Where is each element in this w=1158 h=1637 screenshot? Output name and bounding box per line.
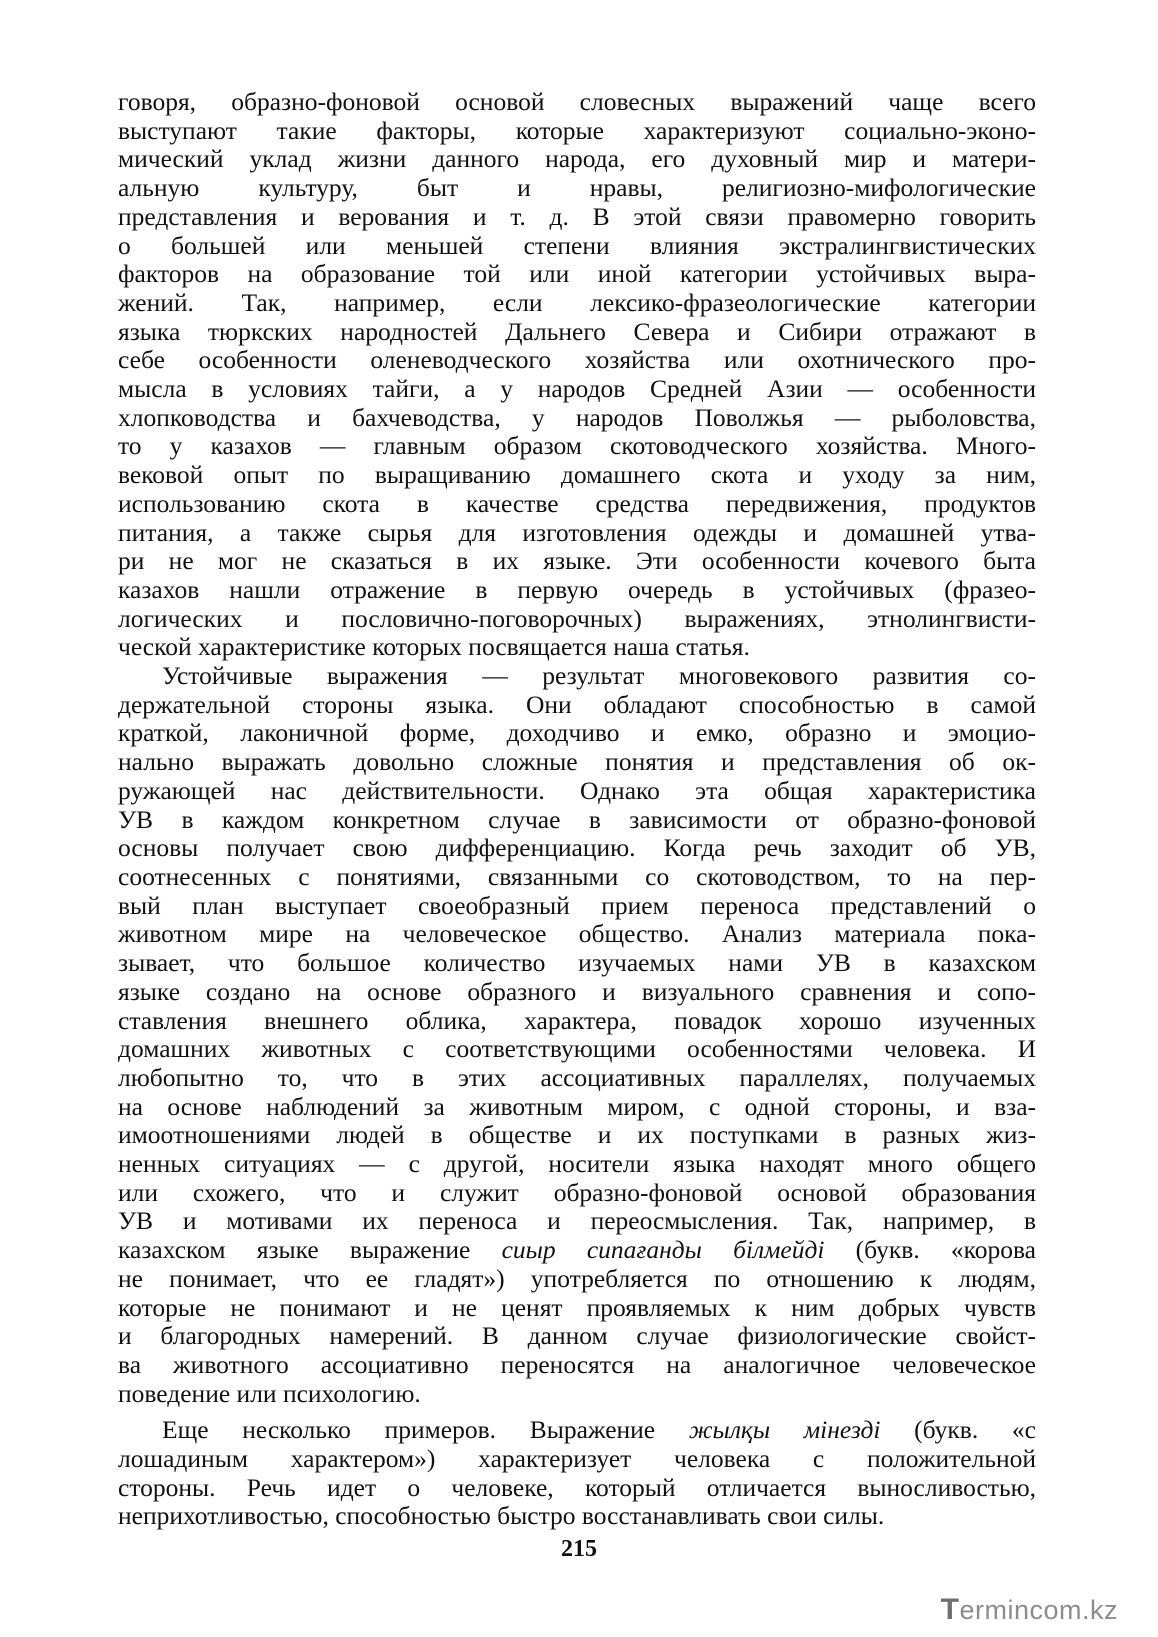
text-line: питания, а также сырья для изготовления одежды и домашней утва-	[118, 517, 1036, 547]
text-line: говоря, образно-фоновой основой словесных выражений чаще всего	[118, 87, 1036, 116]
text-line: Устойчивые выражения — результат многовекового развития со-	[162, 661, 1036, 691]
text-line: альную культуру, быт и нравы, религиозно-мифологические	[118, 173, 1036, 203]
text-line: и благородных намерений. В данном случае физиологические свойст-	[118, 1321, 1036, 1351]
text-line: выступают такие факторы, которые характеризуют социально-эконо-	[118, 115, 1036, 145]
watermark-logo-letter: T	[940, 1593, 960, 1626]
text-line: языка тюркских народностей Дальнего Севера и Сибири отражают в	[118, 316, 1036, 346]
text-line: ставления внешнего облика, характера, повадок хорошо изученных	[118, 1005, 1036, 1035]
italic-phrase: жылқы мінезді	[688, 1415, 881, 1445]
text-line: языке создано на основе образного и визуального сравнения и сопо-	[118, 976, 1036, 1006]
text-line: казахском языке выражение сиыр сипағанды білмейді (букв. «корова	[118, 1235, 1036, 1265]
text-line: то у казахов — главным образом скотоводческого хозяйства. Много-	[118, 431, 1036, 461]
text-line: не понимает, что ее гладят») употребляется по отношению к людям,	[118, 1263, 1036, 1293]
text-line: мический уклад жизни данного народа, его духовный мир и матери-	[118, 144, 1036, 174]
text-line: казахов нашли отражение в первую очередь в устойчивых (фразео-	[118, 574, 1036, 604]
text-line: неприхотливостью, способностью быстро восстанавливать свои силы.	[118, 1501, 885, 1531]
page-number: 215	[561, 1536, 597, 1562]
text-line: хлопководства и бахчеводства, у народов Поволжья — рыболовства,	[118, 402, 1036, 432]
text-line: любопытно то, что в этих ассоциативных параллелях, получаемых	[118, 1062, 1036, 1092]
text-line: ри не мог не сказаться в их языке. Эти особенности кочевого быта	[118, 546, 1036, 576]
text-line: УВ и мотивами их переноса и переосмысления. Так, например, в	[118, 1206, 1036, 1236]
text-line: лошадиным характером») характеризует человека с положительной	[118, 1444, 1036, 1474]
paragraph-3	[118, 1416, 1036, 1531]
text-line: мысла в условиях тайги, а у народов Средней Азии — особенности	[118, 374, 1036, 404]
text-line: домашних животных с соответствующими особенностями человека. И	[118, 1034, 1036, 1064]
text-line: ненных ситуациях — с другой, носители языка находят много общего	[118, 1149, 1036, 1179]
text-line: поведение или психологию.	[118, 1378, 421, 1408]
text-line: вый план выступает своеобразный прием переноса представлений о	[118, 890, 1036, 920]
text-line: ческой характеристике которых посвящается наша статья.	[118, 632, 750, 662]
text-line: краткой, лаконичной форме, доходчиво и емко, образно и эмоцио-	[118, 718, 1036, 748]
text-line: логических и пословично-поговорочных) выражениях, этнолингвисти-	[118, 603, 1036, 633]
text-line: представления и верования и т. д. В этой связи правомерно говорить	[118, 201, 1036, 231]
text-line: о большей или меньшей степени влияния экстралингвистических	[118, 230, 1036, 260]
text-line: основы получает свою дифференциацию. Когда речь заходит об УВ,	[118, 833, 1036, 863]
text-line: животном мире на человеческое общество. Анализ материала пока-	[118, 919, 1036, 949]
text-line: ружающей нас действительности. Однако эта общая характеристика	[118, 775, 1036, 805]
text-line: нально выражать довольно сложные понятия и представления об ок-	[118, 747, 1036, 777]
text-line: зывает, что большое количество изучаемых нами УВ в казахском	[118, 948, 1036, 978]
text-line: держательной стороны языка. Они обладают способностью в самой	[118, 689, 1036, 719]
text-line: себе особенности оленеводческого хозяйства или охотнического про-	[118, 345, 1036, 375]
text-line: на основе наблюдений за животным миром, с одной стороны, и вза-	[118, 1091, 1036, 1121]
site-watermark[interactable]	[941, 1593, 1118, 1627]
paragraph-2	[118, 662, 1036, 1408]
text-line: ва животного ассоциативно переносятся на аналогичное человеческое	[118, 1349, 1036, 1379]
text-line: УВ в каждом конкретном случае в зависимости от образно-фоновой	[118, 804, 1036, 834]
text-line: использованию скота в качестве средства передвижения, продуктов	[118, 488, 1036, 518]
text-line: факторов на образование той или иной категории устойчивых выра-	[118, 259, 1036, 289]
text-line: имоотношениями людей в обществе и их поступками в разных жиз-	[118, 1120, 1036, 1150]
text-line: стороны. Речь идет о человеке, который отличается выносливостью,	[118, 1472, 1036, 1502]
document-page	[118, 88, 1036, 1531]
text-line: жений. Так, например, если лексико-фразеологические категории	[118, 287, 1036, 317]
text-line: вековой опыт по выращиванию домашнего скота и уходу за ним,	[118, 460, 1036, 490]
paragraph-1	[118, 88, 1036, 662]
text-line: которые не понимают и не ценят проявляемых к ним добрых чувств	[118, 1292, 1036, 1322]
text-line: соотнесенных с понятиями, связанными со скотоводством, то на пер-	[118, 861, 1036, 891]
text-line: или схожего, что и служит образно-фоновой основой образования	[118, 1177, 1036, 1207]
watermark-text: ermincom.kz	[959, 1595, 1118, 1625]
italic-phrase: сиыр сипағанды білмейді	[501, 1235, 825, 1265]
text-line: Еще несколько примеров. Выражение жылқы мінезді (букв. «с	[162, 1415, 1036, 1445]
